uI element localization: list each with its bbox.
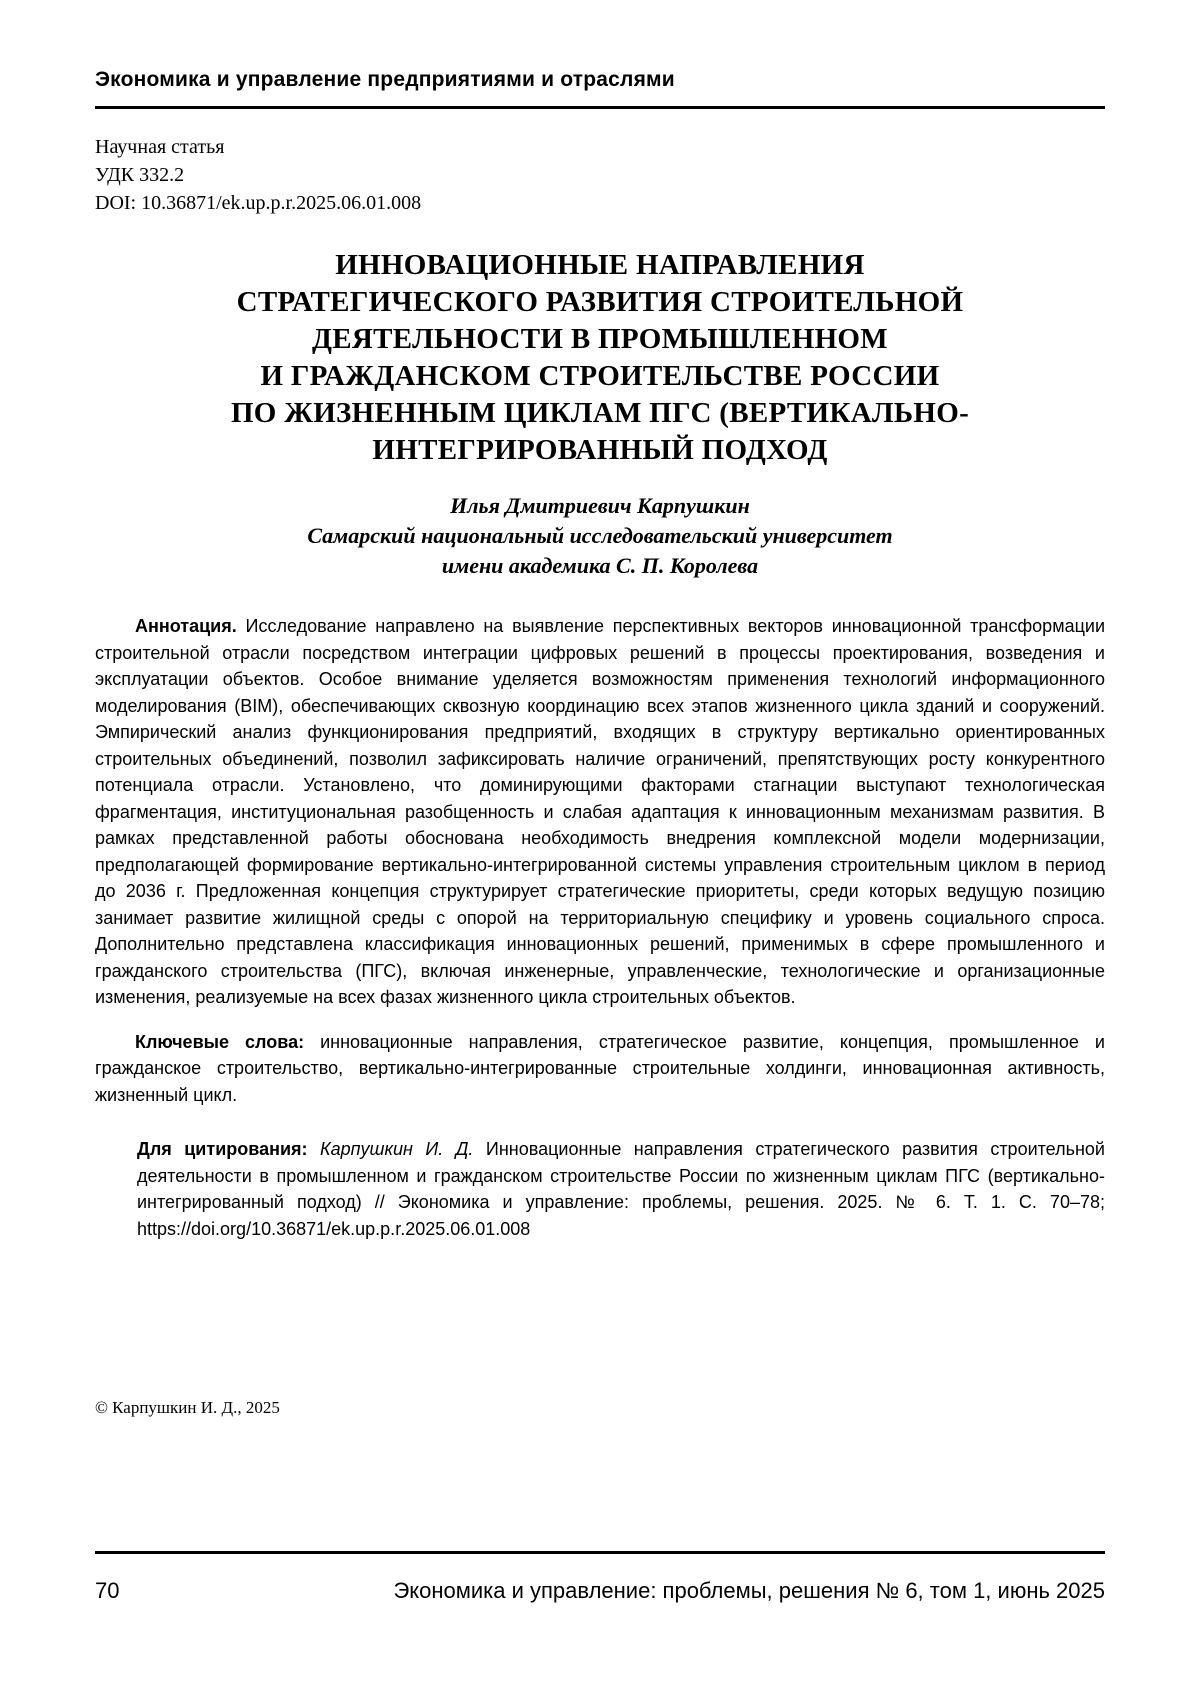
page-number: 70 xyxy=(95,1578,120,1603)
citation-label: Для цитирования: xyxy=(137,1139,308,1159)
title-line: ИННОВАЦИОННЫЕ НАПРАВЛЕНИЯ xyxy=(335,249,865,281)
header-rule xyxy=(95,106,1105,109)
keywords-paragraph xyxy=(95,1029,1105,1109)
author-name: Илья Дмитриевич Карпушкин xyxy=(450,493,750,518)
article-type: Научная статья xyxy=(95,136,225,158)
citation-text: Инновационные направления стратегического развития строительной деятельности в промышленном и гражданском строительстве России по жизненным циклам ПГС (вертикально-интегрированный подход) // Экономика и управление: проблемы, решения. 2025. № 6. Т. 1. С. 70–78; https://doi.org/10.36871/ek.up.p.r.2025.06.01.008 xyxy=(137,1139,1105,1239)
copyright-line: © Карпушкин И. Д., 2025 xyxy=(95,1398,280,1417)
doi-line: DOI: 10.36871/ek.up.p.r.2025.06.01.008 xyxy=(95,192,422,214)
title-line: ИНТЕГРИРОВАННЫЙ ПОДХОД xyxy=(372,434,828,466)
running-head: Экономика и управление предприятиями и отраслями xyxy=(95,68,675,91)
keywords-text: инновационные направления, стратегическое развитие, концепция, промышленное и гражданское строительство, вертикально-интегрированные строительные холдинги, инновационная активность, жизненный цикл. xyxy=(95,1031,1105,1105)
abstract-paragraph xyxy=(95,613,1105,1011)
author-affiliation: имени академика С. П. Королева xyxy=(441,553,759,578)
abstract-text: Исследование направлено на выявление перспективных векторов инновационной трансформации строительной отрасли посредством интеграции цифровых решений в процессы проектирования, возведения и эксплуатации объектов. Особое внимание уделяется возможностям применения технологий информационного моделирования (BIM), обеспечивающих сквозную координацию всех этапов жизненного цикла зданий и сооружений. Эмпирический анализ функционирования предприятий, входящих в структуру вертикально ориентированных строительных объединений, позволил зафиксировать наличие ограничений, препятствующих росту конкурентного потенциала отрасли. Установлено, что доминирующими факторами стагнации выступают технологическая фрагментация, институциональная разобщенность и слабая адаптация к инновационным механизмам развития. В рамках представленной работы обоснована необходимость внедрения комплексной модели модернизации, предполагающей формирование вертикально-интегрированной системы управления строительным циклом в период до 2036 г. Предложенная концепция структурирует стратегические приоритеты, среди которых ведущую позицию занимает развитие жилищной среды с опорой на территориальную специфику и уровень социального спроса. Дополнительно представлена классификация инновационных решений, применимых в сфере промышленного и гражданского строительства (ПГС), включая инженерные, управленческие, технологические и организационные изменения, реализуемые на всех фазах жизненного цикла строительных объектов. xyxy=(95,616,1105,1007)
author-affiliation: Самарский национальный исследовательский университет xyxy=(307,523,893,548)
article-title xyxy=(95,247,1105,469)
journal-info: Экономика и управление: проблемы, решения № 6, том 1, июнь 2025 xyxy=(393,1578,1105,1603)
title-line: СТРАТЕГИЧЕСКОГО РАЗВИТИЯ СТРОИТЕЛЬНОЙ xyxy=(236,286,964,318)
title-line: И ГРАЖДАНСКОМ СТРОИТЕЛЬСТВЕ РОССИИ xyxy=(260,360,940,392)
title-line: ПО ЖИЗНЕННЫМ ЦИКЛАМ ПГС (ВЕРТИКАЛЬНО- xyxy=(230,397,970,429)
authors-block xyxy=(95,491,1105,581)
keywords-label: Ключевые слова: xyxy=(135,1031,305,1052)
title-line: ДЕЯТЕЛЬНОСТИ В ПРОМЫШЛЕННОМ xyxy=(312,323,888,355)
page-footer xyxy=(95,1578,1105,1604)
abstract-label: Аннотация. xyxy=(135,616,237,636)
udk-code: УДК 332.2 xyxy=(95,164,185,186)
footer-rule xyxy=(95,1551,1105,1554)
citation-paragraph xyxy=(95,1136,1105,1242)
article-meta xyxy=(95,133,1105,217)
citation-author: Карпушкин И. Д. xyxy=(320,1139,474,1159)
